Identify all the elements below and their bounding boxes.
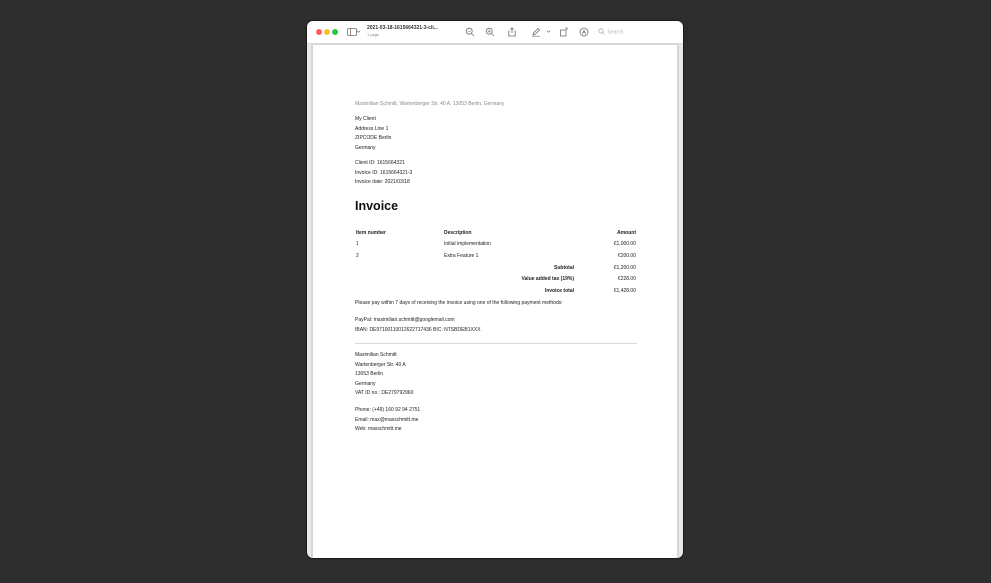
client-id: Client ID: 1615664321 <box>355 160 405 166</box>
table-header-row <box>355 227 637 239</box>
table-row <box>355 239 637 251</box>
total-label: Invoice total <box>544 287 574 294</box>
footer-line: Maximilian Schmitt <box>355 352 397 358</box>
invoice-heading: Invoice <box>355 199 399 213</box>
subtotal-label: Subtotal <box>554 264 574 271</box>
vat-row <box>355 273 637 285</box>
payment-note: Please pay within 7 days of receiving the invoice using one of the following payment methods: <box>355 300 563 306</box>
column-header-description: Description <box>444 229 472 236</box>
web-line: Web: maxschmitt.me <box>355 426 402 433</box>
vat-id: VAT ID no.: DE279792960 <box>355 390 414 397</box>
recipient-line: Germany <box>355 144 376 151</box>
search-icon <box>598 26 606 38</box>
zoom-window-button[interactable] <box>332 29 338 35</box>
recipient-line: Address Line 1 <box>355 125 389 132</box>
vat-amount: €228.00 <box>617 276 636 283</box>
share-icon[interactable] <box>506 26 518 38</box>
item-amount: €1,000.00 <box>613 241 636 248</box>
rotate-icon[interactable] <box>558 26 570 38</box>
subtotal-row <box>355 262 637 274</box>
chevron-down-icon[interactable] <box>545 26 551 38</box>
invoice-items-table <box>355 227 637 297</box>
email-line: Email: max@maxschmitt.me <box>355 416 419 423</box>
search-placeholder: Search <box>607 29 624 36</box>
preview-window <box>307 21 683 558</box>
invoice-meta <box>355 159 412 188</box>
item-description: Initial implementation <box>444 241 491 248</box>
sender-line: Maximilian Schmitt, Wartenberger Str. 40 A, 13053 Berlin, Germany <box>355 101 505 107</box>
footer-line: 13053 Berlin <box>355 371 384 378</box>
item-number: 2 <box>356 252 359 259</box>
footer-contact <box>355 406 420 435</box>
footer-line: Wartenberger Str. 40 A <box>355 361 406 368</box>
item-number: 1 <box>356 241 359 248</box>
close-window-button[interactable] <box>316 29 322 35</box>
iban-line: IBAN: DE97100110012622717436 BIC: NTSBDEB1XXX <box>355 326 481 333</box>
titlebar <box>307 21 683 44</box>
column-header-item: Item number <box>356 229 387 236</box>
payment-methods <box>355 316 481 335</box>
markup-pen-icon[interactable] <box>530 26 542 38</box>
zoom-in-icon[interactable] <box>484 26 496 38</box>
invoice-page <box>313 45 677 558</box>
divider <box>355 343 637 344</box>
invoice-id: Invoice ID: 1615664321-3 <box>355 169 413 176</box>
recipient-line: ZIPCODE Berlin <box>355 135 392 142</box>
footer-line: Germany <box>355 380 376 387</box>
zoom-out-icon[interactable] <box>464 26 476 38</box>
document-page-count: 1 page <box>367 32 380 37</box>
document-title: 2021-03-18-1615664321-3-cli... <box>367 25 438 31</box>
item-amount: €200.00 <box>617 252 636 259</box>
total-amount: €1,428.00 <box>613 287 636 294</box>
total-row <box>355 285 637 297</box>
recipient-name: My Client <box>355 116 376 122</box>
recipient-address <box>355 115 391 153</box>
column-header-amount: Amount <box>617 229 636 236</box>
minimize-window-button[interactable] <box>324 29 330 35</box>
item-description: Extra Feature 1 <box>444 252 479 259</box>
annotate-icon[interactable] <box>578 26 590 38</box>
phone-line: Phone: (+49) 160 92 94 2751 <box>355 407 421 413</box>
subtotal-amount: €1,200.00 <box>613 264 636 271</box>
chevron-down-icon[interactable] <box>355 26 361 38</box>
invoice-date: Invoice date: 2021/03/18 <box>355 179 410 186</box>
paypal-line: PayPal: maximilian.schmitt@googlemail.com <box>355 317 455 323</box>
vat-label: Value added tax (19%) <box>521 276 574 283</box>
document-viewport[interactable] <box>311 44 679 558</box>
table-row <box>355 250 637 262</box>
footer-address <box>355 351 413 399</box>
search-field[interactable] <box>598 26 676 38</box>
